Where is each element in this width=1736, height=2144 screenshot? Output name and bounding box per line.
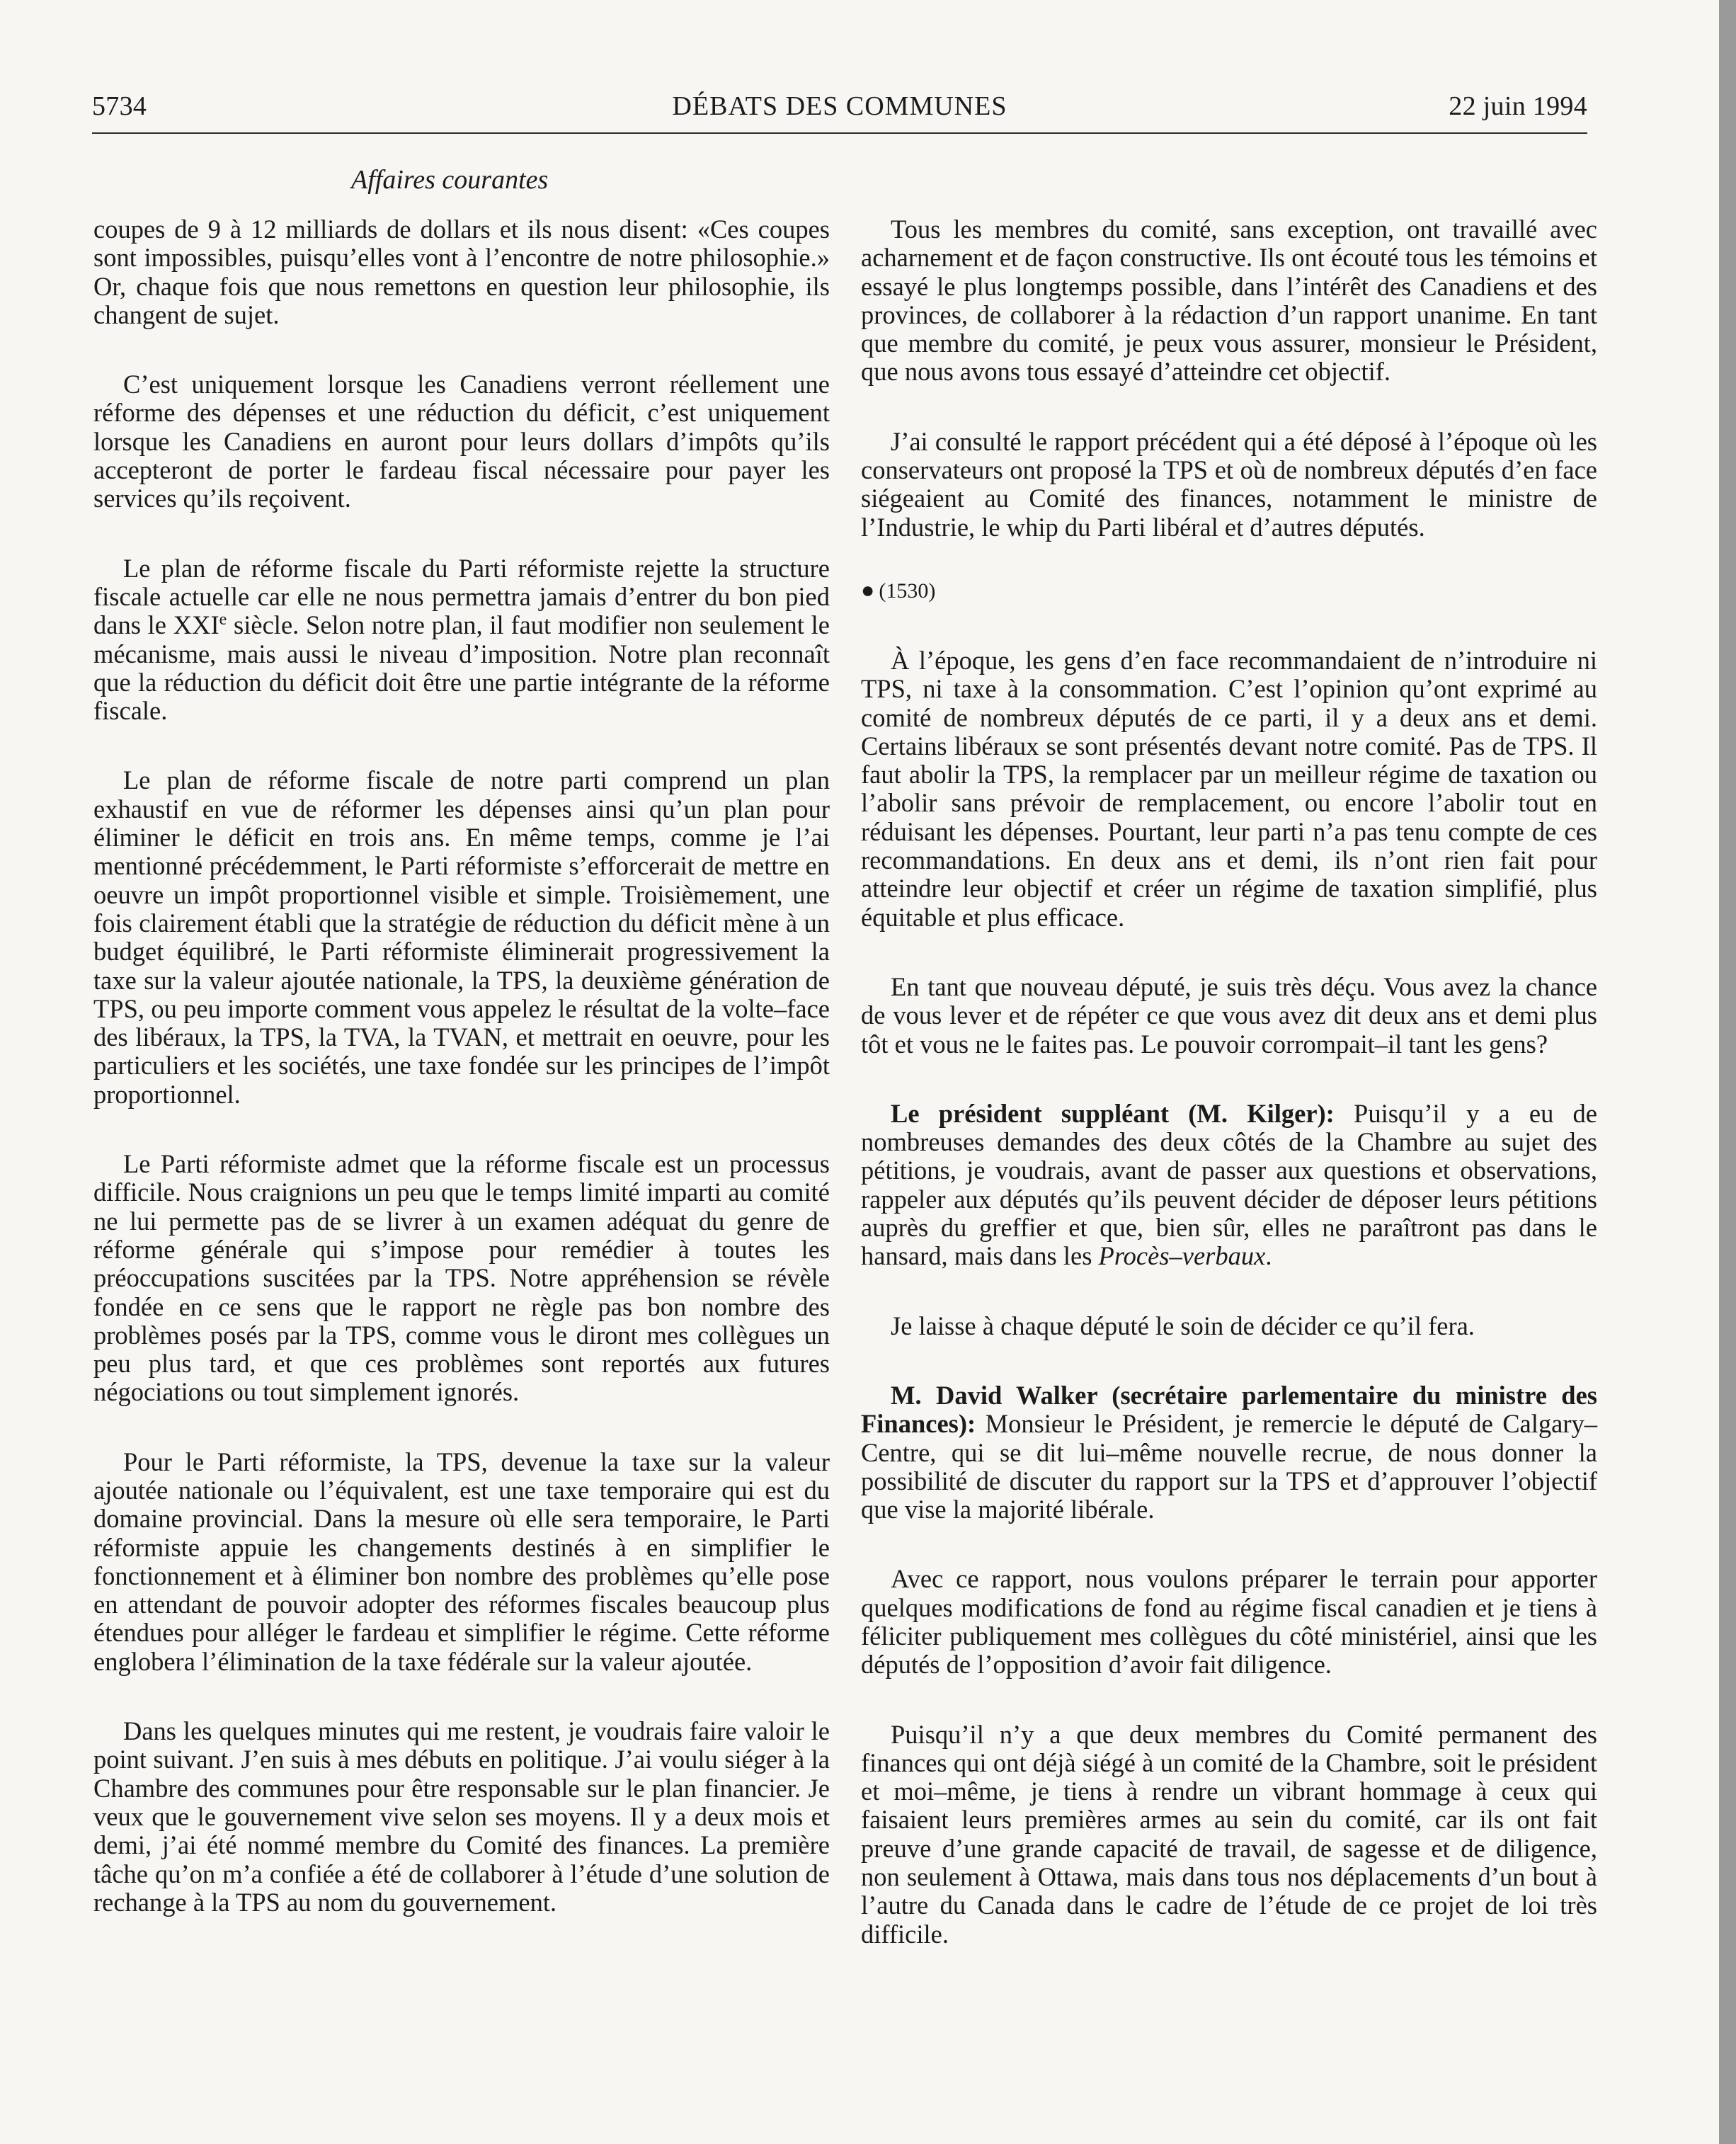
page-number: 5734	[92, 91, 147, 121]
paragraph: Le président suppléant (M. Kilger): Puisqu’il y a eu de nombreuses demandes des deux côtés de la Chambre au sujet des pétitions, je voudrais, avant de passer aux questions et observations, rappeler aux députés qu’ils peuvent décider de déposer leurs pétitions auprès du greffier et que, bien sûr, elles ne paraîtront pas dans le hansard, mais dans les Procès–verbaux.	[861, 1098, 1597, 1271]
timestamp: ● (1530)	[861, 576, 936, 603]
paragraph: J’ai consulté le rapport précédent qui a été déposé à l’époque où les conservateurs ont proposé la TPS et où de nombreux députés d’en face siégeaient au Comité des finances, notamment le ministre de l’Industrie, le whip du Parti libéral et d’autres députés.	[861, 426, 1597, 542]
header-rule	[92, 132, 1587, 134]
paragraph: Pour le Parti réformiste, la TPS, devenue la taxe sur la valeur ajoutée nationale ou l’équivalent, est une taxe temporaire qui est du domaine provincial. Dans la mesure où elle sera temporaire, le Parti réformiste appuie les changements destinés à en simplifier le fonctionnement et à éliminer bon nombre des problèmes qu’elle pose en attendant de pouvoir adopter des réformes fiscales beaucoup plus étendues pour alléger le fardeau et simplifier le régime. Cette réforme englobera l’élimination de la taxe fédérale sur la valeur ajoutée.	[93, 1447, 830, 1676]
page-edge	[1719, 0, 1736, 2144]
paragraph: M. David Walker (secrétaire parlementaire du ministre des Finances): Monsieur le Président, je remercie le député de Calgary–Centre, qui se dit lui–même nouvelle recrue, de nous donner la possibilité de discuter du rapport sur la TPS et d’approuver l’objectif que vise la majorité libérale.	[861, 1380, 1597, 1524]
right-column	[861, 215, 1597, 1990]
paragraph: coupes de 9 à 12 milliards de dollars et ils nous disent: «Ces coupes sont impossibles, puisqu’elles vont à l’encontre de notre philosophie.» Or, chaque fois que nous remettons en question leur philosophie, ils changent de sujet.	[93, 215, 830, 329]
paragraph: Le plan de réforme fiscale de notre parti comprend un plan exhaustif en vue de réformer les dépenses ainsi qu’un plan pour éliminer le déficit en trois ans. En même temps, comme je l’ai mentionné précédemment, le Parti réformiste s’efforcerait de mettre en oeuvre un impôt proportionnel visible et simple. Troisièmement, une fois clairement établi que la stratégie de réduction du déficit mène à un budget équilibré, le Parti réformiste éliminerait progressivement la taxe sur la valeur ajoutée nationale, la TPS, la deuxième génération de TPS, ou peu importe comment vous appelez le résultat de la volte–face des libéraux, la TPS, la TVA, la TVAN, et mettrait en oeuvre, pour les particuliers et les sociétés, une taxe fondée sur les principes de l’impôt proportionnel.	[93, 765, 830, 1109]
paragraph: En tant que nouveau député, je suis très déçu. Vous avez la chance de vous lever et de répéter ce que vous avez dit deux ans et demi plus tôt et vous ne le faites pas. Le pouvoir corrompait–il tant les gens?	[861, 971, 1597, 1059]
paragraph: Le Parti réformiste admet que la réforme fiscale est un processus difficile. Nous craignions un peu que le temps limité imparti au comité ne lui permette pas de se livrer à un examen adéquat du genre de réforme générale qui s’impose pour remédier à toutes les préoccupations suscitées par la TPS. Notre appréhension se révèle fondée en ce sens que le rapport ne règle pas bon nombre des problèmes posés par la TPS, comme vous le diront mes collègues un peu plus tard, et que ces problèmes sont reportés aux futures négociations ou tout simplement ignorés.	[93, 1149, 830, 1407]
publication-title: DÉBATS DES COMMUNES	[672, 91, 1007, 121]
speaker-name: M. David Walker (secrétaire parlementaire du ministre des Finances):	[861, 1380, 1597, 1439]
paragraph: Tous les membres du comité, sans exception, ont travaillé avec acharnement et de façon constructive. Ils ont écouté tous les témoins et essayé le plus longtemps possible, dans l’intérêt des Canadiens et des provinces, de collaborer à la rédaction d’un rapport unanime. En tant que membre du comité, je peux vous assurer, monsieur le Président, que nous avons tous essayé d’atteindre cet objectif.	[861, 215, 1597, 387]
paragraph: À l’époque, les gens d’en face recommandaient de n’introduire ni TPS, ni taxe à la consommation. C’est l’opinion qu’ont exprimé au comité de nombreux députés de ce parti, il y a deux ans et demi. Certains libéraux se sont présentés devant notre comité. Pas de TPS. Il faut abolir la TPS, la remplacer par un meilleur régime de taxation ou l’abolir sans prévoir de remplacement, ou encore l’abolir tout en réduisant les dépenses. Pourtant, leur parti n’a pas tenu compte de ces recommandations. En deux ans et demi, ils n’ont rien fait pour atteindre leur objectif et créer un régime de taxation simplifié, plus équitable et plus efficace.	[861, 645, 1597, 932]
speaker-name: Le président suppléant (M. Kilger):	[891, 1098, 1335, 1128]
section-label: Affaires courantes	[351, 165, 549, 195]
paragraph: Avec ce rapport, nous voulons préparer le terrain pour apporter quelques modifications de fond au régime fiscal canadien et je tiens à féliciter publiquement mes collègues du côté ministériel, ainsi que les députés de l’opposition d’avoir fait diligence.	[861, 1564, 1597, 1680]
page-header	[92, 91, 1587, 133]
left-column	[93, 215, 830, 1958]
bullet-icon: ●	[861, 576, 875, 603]
paragraph: Dans les quelques minutes qui me restent, je voudrais faire valoir le point suivant. J’en suis à mes débuts en politique. J’ai voulu siéger à la Chambre des communes pour être responsable sur le plan financier. Je veux que le gouvernement vive selon ses moyens. Il y a deux mois et demi, j’ai été nommé membre du Comité des finances. La première tâche qu’on m’a confiée a été de collaborer à l’étude d’une solution de rechange à la TPS au nom du gouvernement.	[93, 1716, 830, 1917]
paragraph: Le plan de réforme fiscale du Parti réformiste rejette la structure fiscale actuelle car elle ne nous permettra jamais d’entrer du bon pied dans le XXIe siècle. Selon notre plan, il faut modifier non seulement le mécanisme, mais aussi le niveau d’imposition. Notre plan reconnaît que la réduction du déficit doit être une partie intégrante de la réforme fiscale.	[93, 553, 830, 726]
paragraph: C’est uniquement lorsque les Canadiens verront réellement une réforme des dépenses et une réduction du déficit, c’est uniquement lorsque les Canadiens en auront pour leurs dollars d’impôts qu’ils accepteront de porter le fardeau fiscal nécessaire pour payer les services qu’ils reçoivent.	[93, 370, 830, 513]
paragraph: Je laisse à chaque député le soin de décider ce qu’il fera.	[891, 1311, 1475, 1340]
paragraph: Puisqu’il n’y a que deux membres du Comité permanent des finances qui ont déjà siégé à un comité de la Chambre, soit le président et moi–même, je tiens à rendre un vibrant hommage à ceux qui faisaient leurs premières armes au sein du comité, car ils ont fait preuve d’une grande capacité de travail, de sagesse et de diligence, non seulement à Ottawa, mais dans tous nos déplacements d’un bout à l’autre du Canada dans le cadre de l’étude de ce projet de loi très difficile.	[861, 1719, 1597, 1949]
publication-date: 22 juin 1994	[1449, 91, 1587, 121]
